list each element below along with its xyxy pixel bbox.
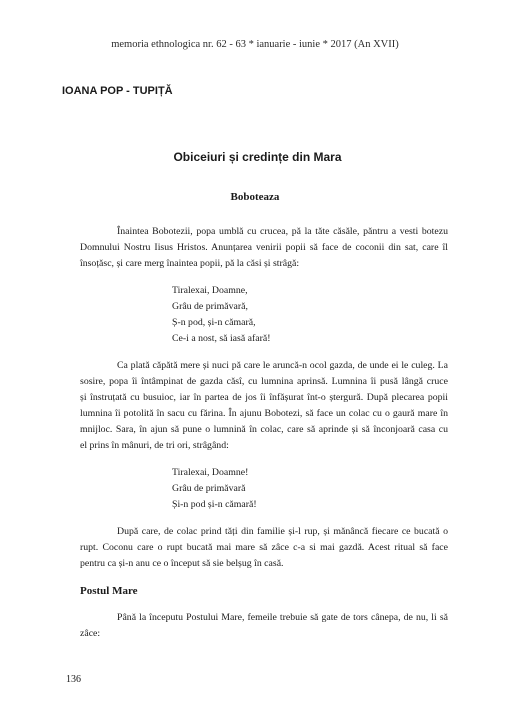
running-header: memoria ethnologica nr. 62 - 63 * ianuarie - iunie * 2017 (An XVII) [111, 39, 399, 50]
paragraph-line: însoțăsc, și care merg înaintea popii, pă la căsi și strâgă: [80, 258, 300, 269]
paragraph-line: lumnina îi potolită în sacu cu fărina. În ajunu Bobotezi, să face un colac cu o gaură mare în [80, 408, 448, 419]
verse-line: Tiralexai, Doamne! [172, 467, 249, 478]
paragraph-line: Până la începutu Postului Mare, femeile trebuie să gate de tors cânepa, de nu, li să [117, 612, 448, 623]
paragraph [80, 524, 448, 572]
page-number: 136 [66, 674, 81, 685]
paragraph-line: După care, de colac prind tăți din familie și-l rup, și mănâncă fiecare ce bucată o [117, 526, 448, 537]
paragraph [80, 610, 448, 642]
article-title: Obiceiuri și credințe din Mara [173, 150, 342, 164]
section-heading: Postul Mare [80, 585, 138, 597]
paragraph-line: Înaintea Bobotezii, popa umblă cu crucea, pă la tăte căsăle, păntru a vesti botezu [117, 226, 448, 237]
verse-line: Grâu de primăvară [172, 483, 246, 494]
paragraph-line: Ca plată căpătă mere și nuci pă care le aruncă-n ocol gazda, de unde ei le culeg. La [117, 360, 448, 371]
verse-line: Grâu de primăvară, [172, 301, 248, 312]
verse [172, 283, 442, 347]
paragraph-line: sosire, popa îi întâmpinat de gazda căsî, cu lumnina aprinsă. Lumnina îi pusă lângă cruce [80, 376, 448, 387]
paragraph-line: și înstruțată cu busuioc, iar în partea de jos îi înfășurat înt-o ștergură. După plecarea popii [80, 392, 448, 403]
verse-line: Tiralexai, Doamne, [172, 285, 248, 296]
paragraph-line: pentru ca și-n anu ce o început să sie belșug în casă. [80, 558, 284, 569]
verse-line: Ș-n pod, și-n cămară, [172, 317, 256, 328]
verse-line: Ce-i a nost, să iasă afară! [172, 333, 271, 344]
author-name: IOANA POP - TUPIȚĂ [62, 85, 173, 97]
paragraph-line: rupt. Coconu care o rupt bucată mai mare să zâce c-a si mai gazdă. Acest ritual să face [80, 542, 448, 553]
paragraph-line: Domnului Nostru Iisus Hristos. Anunțarea venirii popii să face de coconii din sat, care îl [80, 242, 448, 253]
verse-line: Și-n pod și-n cămară! [172, 499, 257, 510]
paragraph [80, 358, 448, 454]
paragraph-line: el prins în mânuri, de tri ori, strâgând: [80, 440, 229, 451]
paragraph-line: mnijloc. Sara, în ajun să pune o lumnină în colac, care să aprinde și să înconjoară casa cu [80, 424, 448, 435]
verse [172, 465, 442, 513]
paragraph [80, 224, 448, 272]
section-heading: Boboteaza [230, 191, 280, 203]
paragraph-line: zâce: [80, 628, 101, 639]
